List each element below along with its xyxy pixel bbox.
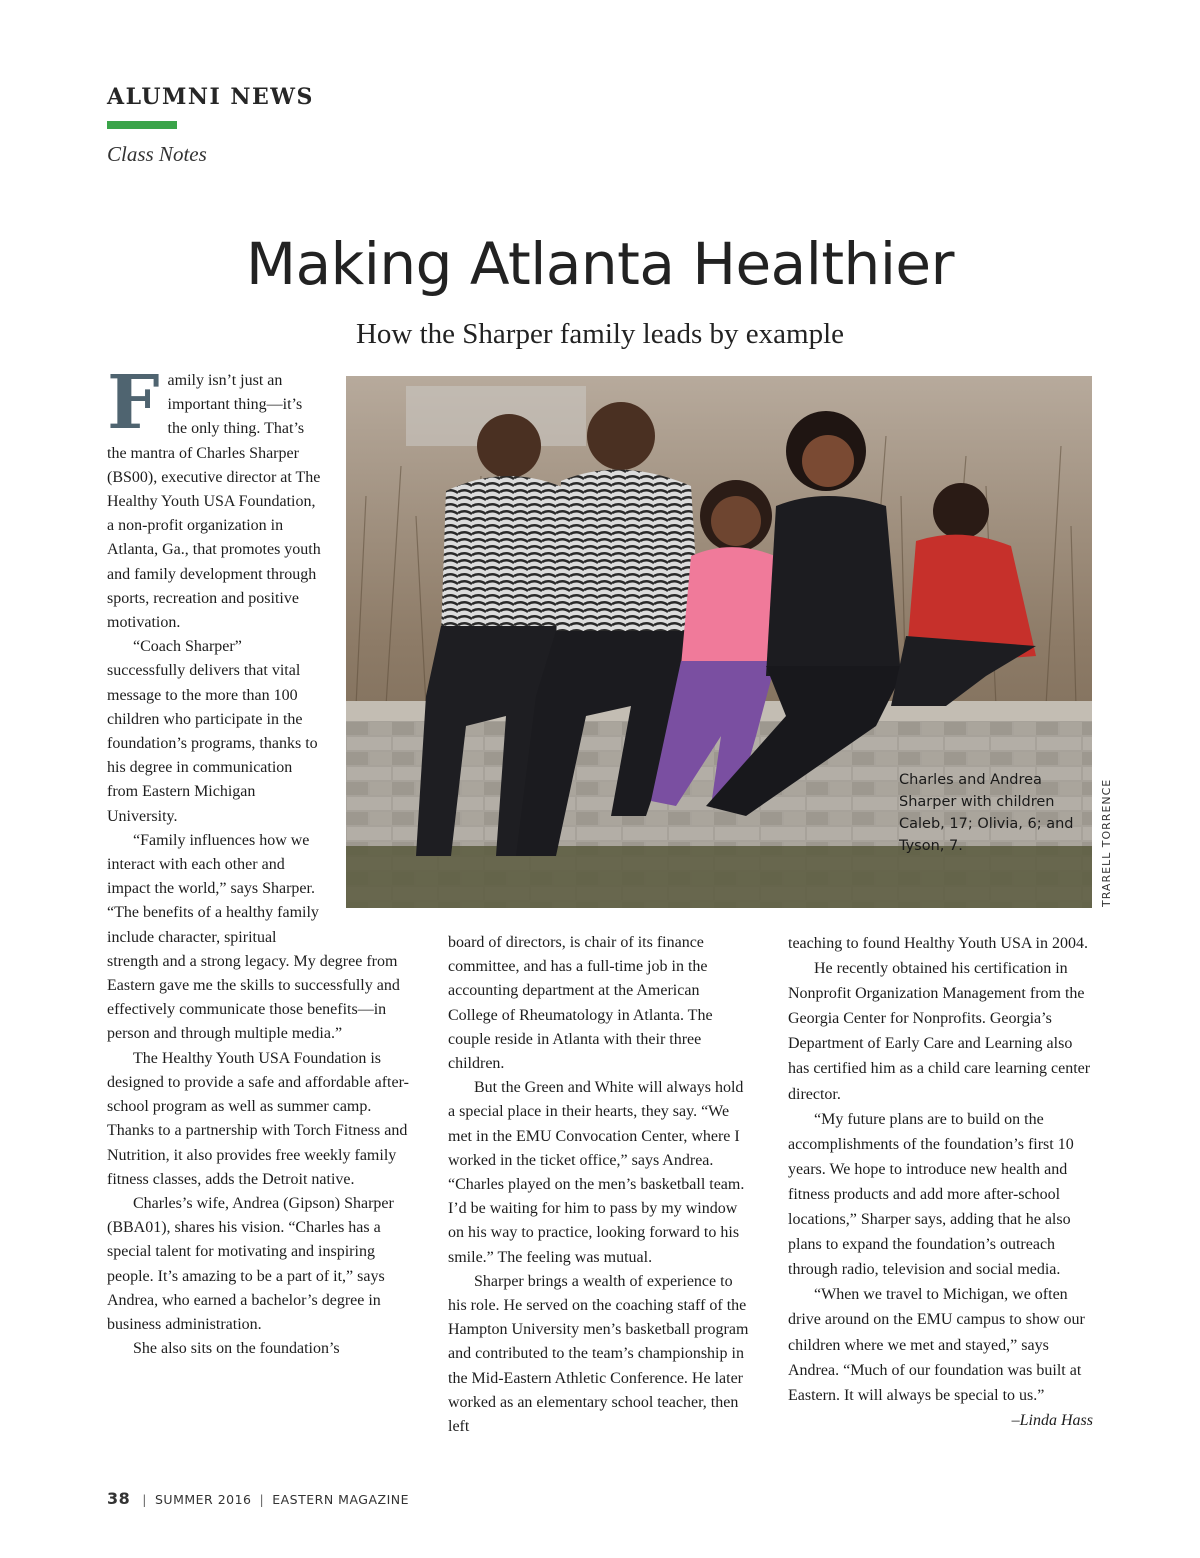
page-footer (107, 1489, 409, 1508)
article-column-3 (788, 931, 1093, 1433)
article-paragraph: board of directors, is chair of its finance committee, and has a full-time job in the accounting department at the American College of Rheumatology in Atlanta. The couple reside in Atlanta with their three children. (448, 934, 713, 1073)
article-paragraph: “Family influences how we interact with each other and impact the world,” says Sharper. “The benefits of a healthy family include character, spiritual strength and a strong legacy. My degree from Eastern gave me the skills to successfully and effectively communicate those benefits—in person and through multiple media.” (107, 831, 400, 1043)
drop-cap: F (107, 360, 160, 446)
article-paragraph: She also sits on the foundation’s (133, 1340, 340, 1358)
footer-separator: | (142, 1492, 147, 1507)
family-photo (346, 376, 1092, 908)
article-paragraph: The Healthy Youth USA Foundation is designed to provide a safe and affordable after-school program as well as summer camp. Thanks to a partnership with Torch Fitness and Nutrition, it also provides free weekly family fitness classes, adds the Detroit native. (107, 1049, 409, 1188)
subsection-label: Class Notes (107, 142, 207, 166)
article-deck: How the Sharper family leads by example (355, 318, 844, 350)
article-paragraph: “Coach Sharper” successfully delivers that vital message to the more than 100 children who participate in the foundation’s programs, thanks to his degree in communication from Eastern Michigan University. (107, 638, 318, 825)
page-number: 38 (107, 1489, 131, 1508)
photo-credit: TRARELL TORRENCE (1100, 778, 1113, 907)
footer-separator: | (259, 1492, 265, 1507)
article-paragraph: Sharper brings a wealth of experience to his role. He served on the coaching staff of the Hampton University men’s basketball program and contributed to the team’s championship in the Mid-Eastern Athletic Conference. He later worked as an elementary school teacher, then left (448, 1272, 749, 1436)
section-rule (107, 121, 177, 129)
article-paragraph: Charles’s wife, Andrea (Gipson) Sharper (BBA01), shares his vision. “Charles has a special talent for motivating and inspiring people. It’s amazing to be a part of it,” says Andrea, who earned a bachelor’s degree in business administration. (107, 1194, 394, 1333)
article-column-1 (107, 360, 417, 1361)
article-headline: Making Atlanta Healthier (246, 230, 954, 298)
article-byline: –Linda Hass (1011, 1411, 1093, 1429)
article-paragraph: “When we travel to Michigan, we often drive around on the EMU campus to show our children where we met and stayed,” says Andrea. “Much of our foundation was built at Eastern. It will always be special to us.” (788, 1286, 1085, 1404)
article-paragraph: He recently obtained his certification in Nonprofit Organization Management from the Georgia Center for Nonprofits. Georgia’s Department of Early Care and Learning also has certified him as a child care learning center director. (788, 960, 1091, 1103)
photo-caption: Charles and Andrea Sharper with children Caleb, 17; Olivia, 6; and Tyson, 7. (899, 772, 1074, 854)
article-paragraph: But the Green and White will always hold a special place in their hearts, they say. “We met in the EMU Convocation Center, where I worked in the ticket office,” says Andrea. “Charles played on the men’s basketball team. I’d be waiting for him to pass by my window on his way to practice, looking forward to his smile.” The feeling was mutual. (448, 1079, 745, 1266)
footer-publication: EASTERN MAGAZINE (272, 1492, 410, 1507)
article-column-2 (448, 931, 753, 1439)
footer-issue: SUMMER 2016 (154, 1492, 252, 1507)
photo-wrap-spacer (322, 369, 417, 935)
article-paragraph: Family isn’t just an important thing—it’s the only thing. That’s the mantra of Charles Sharper (BS00), executive director at The Healthy Youth USA Foundation, a non-profit organization in Atlanta, Ga., that promotes youth and family development through sports, recreation and positive motivation. (107, 360, 321, 632)
article-paragraph: “My future plans are to build on the accomplishments of the foundation’s first 10 years. We hope to introduce new health and fitness products and add more after-school locations,” Sharper says, adding that he also plans to expand the foundation’s outreach through radio, television and social media. (788, 1110, 1074, 1279)
section-label: ALUMNI NEWS (107, 84, 314, 110)
article-paragraph: teaching to found Healthy Youth USA in 2004. (788, 935, 1088, 952)
